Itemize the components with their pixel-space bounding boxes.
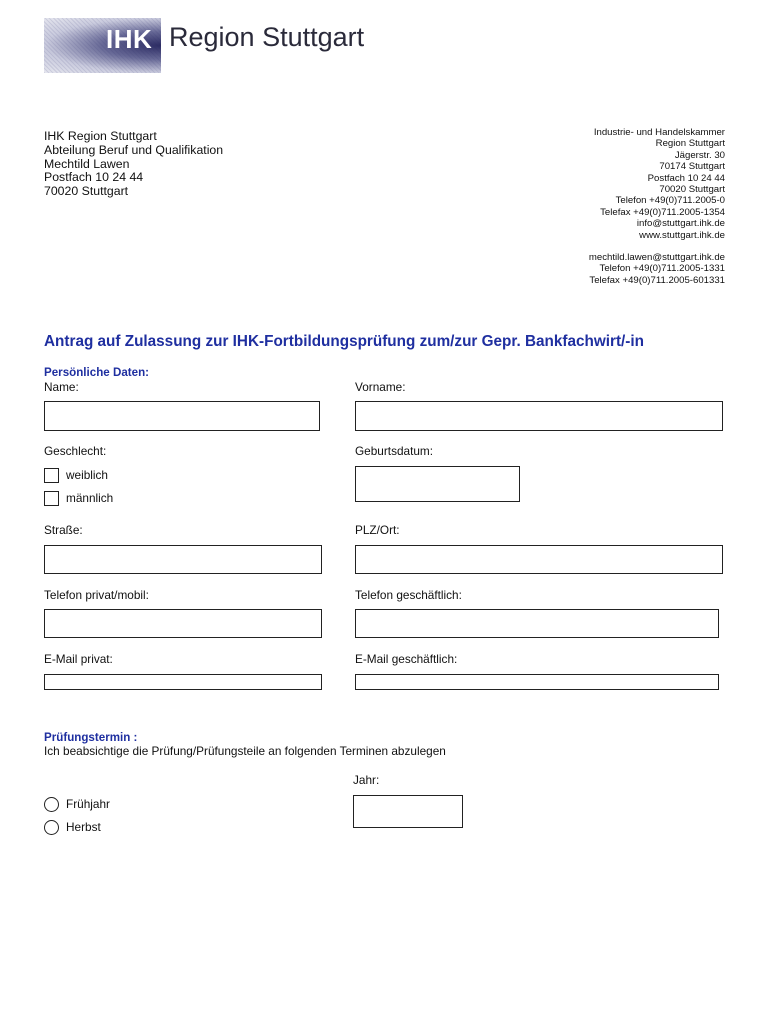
sender-line: Jägerstr. 30 xyxy=(674,149,725,161)
herbst-label: Herbst xyxy=(66,820,101,834)
jahr-field[interactable] xyxy=(353,795,463,828)
personal-data-heading: Persönliche Daten: xyxy=(44,366,150,379)
recipient-line: IHK Region Stuttgart xyxy=(44,129,157,143)
recipient-line: Mechtild Lawen xyxy=(44,156,130,171)
fruehjahr-label: Frühjahr xyxy=(66,797,110,811)
maennlich-label: männlich xyxy=(66,491,114,505)
name-label: Name: xyxy=(44,380,79,394)
fruehjahr-radio[interactable] xyxy=(44,797,59,812)
recipient-line: 70020 Stuttgart xyxy=(44,184,129,199)
recipient-line: Abteilung Beruf und Qualifikation xyxy=(44,142,224,157)
sender-line: Region Stuttgart xyxy=(655,138,725,150)
email-privat-field[interactable] xyxy=(44,674,322,690)
strasse-label: Straße: xyxy=(44,523,83,537)
sender-line: Telefon +49(0)711.2005-0 xyxy=(615,195,725,207)
telefon-geschaeftlich-field[interactable] xyxy=(355,609,719,638)
sender-line: 70020 Stuttgart xyxy=(659,184,725,196)
strasse-field[interactable] xyxy=(44,545,322,574)
logo-region-text: Region Stuttgart xyxy=(169,22,365,52)
herbst-radio[interactable] xyxy=(44,820,59,835)
maennlich-checkbox[interactable] xyxy=(44,491,59,506)
contact-line: Telefon +49(0)711.2005-1331 xyxy=(599,263,725,275)
geschlecht-label: Geschlecht: xyxy=(44,444,107,458)
contact-line: Telefax +49(0)711.2005-601331 xyxy=(589,274,725,286)
email-geschaeftlich-label: E-Mail geschäftlich: xyxy=(355,652,458,666)
telefon-privat-label: Telefon privat/mobil: xyxy=(44,588,149,602)
sender-line: Postfach 10 24 44 xyxy=(647,172,725,184)
email-privat-label: E-Mail privat: xyxy=(44,652,113,666)
name-field[interactable] xyxy=(44,401,320,431)
sender-address xyxy=(589,127,725,286)
vorname-field[interactable] xyxy=(355,401,723,431)
plz-ort-field[interactable] xyxy=(355,545,723,574)
telefon-geschaeftlich-label: Telefon geschäftlich: xyxy=(355,588,462,602)
pruefungstermin-intro: Ich beabsichtige die Prüfung/Prüfungsteile an folgenden Terminen abzulegen xyxy=(44,744,446,758)
contact-email-link[interactable]: mechtild.lawen@stuttgart.ihk.de xyxy=(588,252,725,264)
sender-line: 70174 Stuttgart xyxy=(659,161,725,173)
telefon-privat-field[interactable] xyxy=(44,609,322,638)
weiblich-checkbox[interactable] xyxy=(44,468,59,483)
email-geschaeftlich-field[interactable] xyxy=(355,674,719,690)
sender-email-link[interactable]: info@stuttgart.ihk.de xyxy=(636,218,725,230)
weiblich-label: weiblich xyxy=(66,468,108,482)
geburtsdatum-field[interactable] xyxy=(355,466,520,502)
recipient-line: Postfach 10 24 44 xyxy=(44,170,144,185)
recipient-address xyxy=(44,130,223,199)
form-title: Antrag auf Zulassung zur IHK-Fortbildungsprüfung zum/zur Gepr. Bankfachwirt/-in xyxy=(44,333,644,350)
plz-ort-label: PLZ/Ort: xyxy=(355,523,400,537)
vorname-label: Vorname: xyxy=(355,380,406,394)
sender-line: Industrie- und Handelskammer xyxy=(593,127,725,138)
geburtsdatum-label: Geburtsdatum: xyxy=(355,444,434,458)
logo-ihk-text: IHK xyxy=(106,24,153,54)
jahr-label: Jahr: xyxy=(353,773,380,787)
sender-line: Telefax +49(0)711.2005-1354 xyxy=(600,206,725,218)
pruefungstermin-heading: Prüfungstermin : xyxy=(44,731,138,744)
sender-website-link[interactable]: www.stuttgart.ihk.de xyxy=(639,229,725,241)
